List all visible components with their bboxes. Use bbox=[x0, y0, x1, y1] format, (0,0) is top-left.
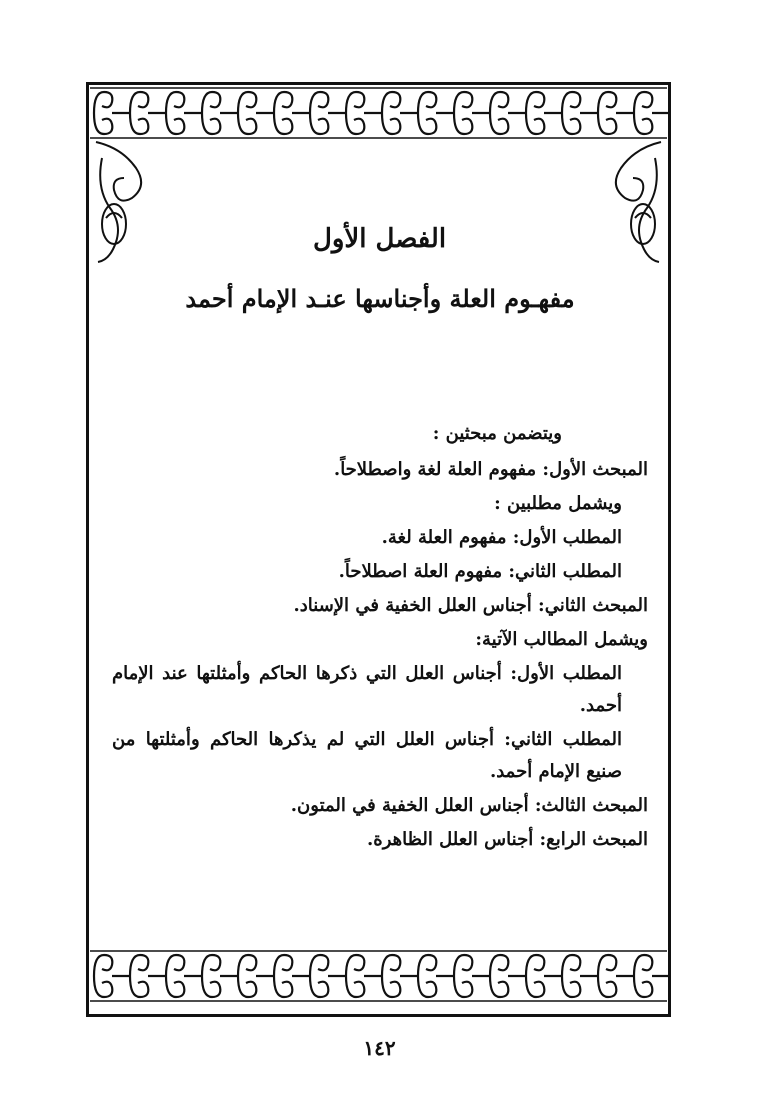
section-4: المبحث الرابع: أجناس العلل الظاهرة. bbox=[367, 829, 648, 850]
section-2-requirement-2: المطلب الثاني: أجناس العلل التي لم يذكرها الحاكم وأمثلتها من صنيع الإمام أحمد. bbox=[112, 729, 622, 782]
bottom-ornament-band bbox=[86, 945, 671, 1007]
contents-intro: ويتضمن مبحثين : bbox=[432, 423, 562, 444]
chapter-contents bbox=[112, 418, 648, 858]
section-2-requirement-1: المطلب الأول: أجناس العلل التي ذكرها الحاكم وأمثلتها عند الإمام أحمد. bbox=[112, 663, 622, 716]
section-3: المبحث الثالث: أجناس العلل الخفية في المتون. bbox=[290, 795, 648, 816]
chapter-subtitle: مفهـوم العلة وأجناسها عنـد الإمام أحمد bbox=[185, 284, 575, 313]
chapter-title: الفصل الأول bbox=[312, 224, 447, 254]
section-1-includes: ويشمل مطلبين : bbox=[494, 493, 622, 514]
section-1-requirement-2: المطلب الثاني: مفهوم العلة اصطلاحاً. bbox=[338, 561, 622, 582]
section-2-includes: ويشمل المطالب الآتية: bbox=[475, 629, 648, 650]
top-ornament-band bbox=[86, 82, 671, 144]
section-2: المبحث الثاني: أجناس العلل الخفية في الإسناد. bbox=[293, 595, 648, 616]
section-1: المبحث الأول: مفهوم العلة لغة واصطلاحاً. bbox=[333, 459, 648, 480]
page-number: ١٤٢ bbox=[363, 1036, 396, 1060]
section-1-requirement-1: المطلب الأول: مفهوم العلة لغة. bbox=[381, 527, 622, 548]
